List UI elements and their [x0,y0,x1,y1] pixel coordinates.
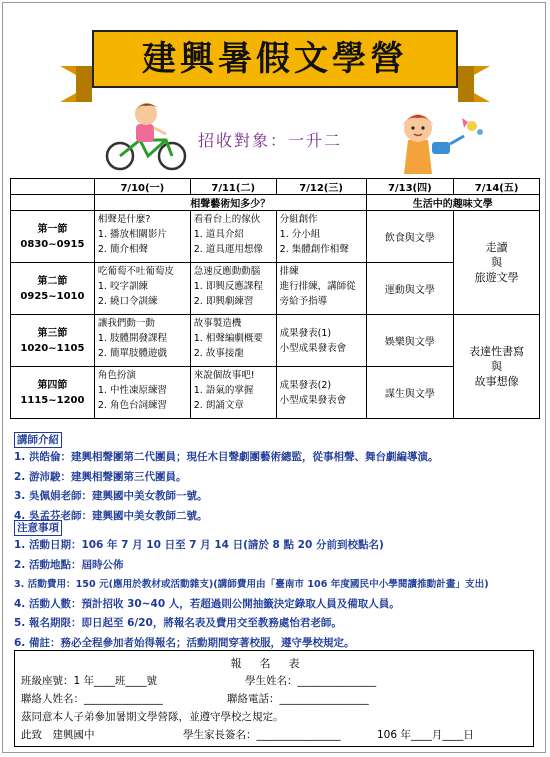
lesson-step: 1. 咬字訓練 [97,281,148,292]
lesson-step: 2. 即興劇練習 [193,296,254,307]
date-field[interactable]: 106 年____月____日 [377,729,474,741]
list-item: 4. 活動人數：預計招收 30~40 人，若超過則公開抽籤決定錄取人員及備取人員。 [14,597,400,610]
banner-ribbon-fold-left [76,66,92,102]
lesson-step: 1. 相聲編劇概要 [193,333,263,344]
lesson-step: 2. 角色台詞練習 [97,400,167,411]
session-cell [11,315,95,367]
list-item: 2. 游沛駿：建興相聲團第三代團員。 [14,470,187,483]
list-item: 6. 備註：務必全程參加者始得報名；活動期間穿著校服，遵守學校規定。 [14,636,355,649]
parent-signature-field[interactable]: 學生家長簽名：________________ [183,729,341,741]
topic-line: 與 [491,256,503,269]
teachers-heading: 講師介紹 [14,432,62,448]
table-header-row [11,179,540,195]
list-item: 1. 活動日期：106 年 7 月 10 日至 7 月 14 日(請於 8 點 20 分前到校點名) [14,539,384,551]
lesson-step: 2. 朗誦文章 [193,400,244,411]
lesson-step: 1. 肢體開發課程 [97,333,167,344]
session-time: 0830~0915 [20,238,85,250]
lesson-cell [276,315,366,367]
topic-line: 走讀 [485,241,508,254]
list-item: 4. 吳孟芬老師：建興國中美女教師二號。 [14,509,208,522]
literature-topic: 謀生與文學 [366,367,454,419]
day-header: 7/13(四) [366,179,454,195]
lesson-cell [276,263,366,315]
enrollment-target: 招收對象：一升二 [198,131,343,150]
day-header: 7/14(五) [454,179,540,195]
theme-cell: 生活中的趣味文學 [366,195,539,211]
page-title: 建興暑假文學營 [142,39,408,79]
session-cell [11,263,95,315]
lesson-step: 1. 分小組 [279,229,321,240]
list-item: 1. 洪皓倫：建興相聲團第二代團員；現任木目聲劇團藝術總監，從事相聲、舞台劇編導演。 [14,451,439,463]
child-on-bicycle-illustration [98,94,198,174]
lesson-cell [276,367,366,419]
lesson-title: 吃葡萄不吐葡萄皮 [97,266,174,277]
lesson-cell [94,315,190,367]
form-title: 報名表 [230,657,318,670]
lesson-title: 角色扮演 [97,370,136,381]
table-row [11,315,540,367]
session-time: 0925~1010 [20,290,85,302]
lesson-title: 成果發表(2) [279,379,332,391]
lesson-title: 急速反應動動腦 [193,266,261,277]
list-item: 2. 活動地點：屆時公佈 [14,558,124,571]
lesson-title: 分組創作 [279,214,318,225]
notes-section [14,520,489,653]
lesson-step: 旁給予指導 [279,296,328,307]
literature-topic: 運動與文學 [366,263,454,315]
day-header: 7/11(二) [190,179,276,195]
day-header: 7/10(一) [94,179,190,195]
teachers-section [14,432,438,526]
lesson-cell [190,211,276,263]
session-time: 1020~1105 [20,342,85,354]
list-item: 5. 報名期限：即日起至 6/20，將報名表及費用交至教務處怡君老師。 [14,617,342,629]
session-name: 第二節 [37,275,68,287]
student-name-field[interactable]: 學生姓名：_______________ [245,675,377,687]
lesson-step: 1. 道具介紹 [193,229,244,240]
lesson-step: 2. 道具運用想像 [193,244,263,255]
consent-statement: 茲同意本人子弟參加暑期文學營隊，並遵守學校之規定。 [21,711,284,723]
banner-ribbon-fold-right [458,66,474,102]
lesson-step: 1. 中性凍原練習 [97,385,167,396]
session-name: 第三節 [37,327,68,339]
topic-line: 旅遊文學 [474,271,519,284]
teachers-list [14,448,438,526]
lesson-cell [94,263,190,315]
addressee: 此致 建興國中 [21,729,95,741]
lesson-cell [94,211,190,263]
combined-topic-cell [454,315,540,419]
combined-topic-cell [454,211,540,315]
theme-cell: 相聲藝術知多少？ [94,195,366,211]
lesson-step: 1. 語氣的掌握 [193,385,254,396]
list-item: 3. 吳佩娟老師：建興國中美女教師一號。 [14,490,208,502]
lesson-step: 小型成果發表會 [279,394,347,406]
list-item: 3. 活動費用：150 元(應用於教材或活動雜支)(講師費用由「臺南市 106 年度國民中小學閱讀推動計畫」支出) [14,579,489,590]
lesson-step: 小型成果發表會 [279,342,347,354]
header-empty-cell [11,179,95,195]
session-name: 第四節 [37,379,68,391]
registration-form [14,650,534,747]
session-cell [11,211,95,263]
session-cell [11,367,95,419]
topic-line: 與 [491,360,503,373]
lesson-title: 相聲是什麼? [97,214,151,225]
lesson-step: 2. 集體創作相聲 [279,244,349,255]
literature-topic: 飲食與文學 [366,211,454,263]
lesson-title: 來說個故事吧! [193,370,255,381]
session-name: 第一節 [37,223,68,235]
schedule-table [10,178,540,419]
contact-name-field[interactable]: 聯絡人姓名：_______________ [21,693,163,705]
table-row [11,211,540,263]
lesson-step: 2. 繞口令訓練 [97,296,158,307]
title-banner [92,30,458,88]
lesson-cell [276,211,366,263]
lesson-step: 2. 簡介相聲 [97,244,148,255]
theme-empty-cell [11,195,95,211]
theme-row [11,195,540,211]
notes-heading: 注意事項 [14,520,62,536]
lesson-cell [190,315,276,367]
lesson-step: 1. 播放相關影片 [97,229,167,240]
session-time: 1115~1200 [20,394,85,406]
lesson-cell [190,367,276,419]
lesson-title: 讓我們動一動 [97,318,155,329]
literature-topic: 娛樂與文學 [366,315,454,367]
lesson-title: 排練 [279,266,299,277]
lesson-step: 進行排練，講師從 [279,281,356,292]
lesson-step: 1. 即興反應課程 [193,281,263,292]
topic-line: 故事想像 [474,375,519,388]
lesson-cell [94,367,190,419]
contact-phone-field[interactable]: 聯絡電話：_________________ [227,693,369,705]
lesson-title: 成果發表(1) [279,327,332,339]
day-header: 7/12(三) [276,179,366,195]
lesson-step: 2. 簡單肢體遊戲 [97,348,167,359]
lesson-title: 故事製造機 [193,318,242,329]
lesson-title: 看看台上的傢伙 [193,214,261,225]
lesson-step: 2. 故事接龍 [193,348,244,359]
child-with-watering-can-illustration [376,104,486,174]
notes-list [14,536,489,653]
lesson-cell [190,263,276,315]
class-seat-field[interactable]: 班級座號：1 年____班____號 [21,675,158,687]
topic-line: 表達性書寫 [469,345,525,358]
